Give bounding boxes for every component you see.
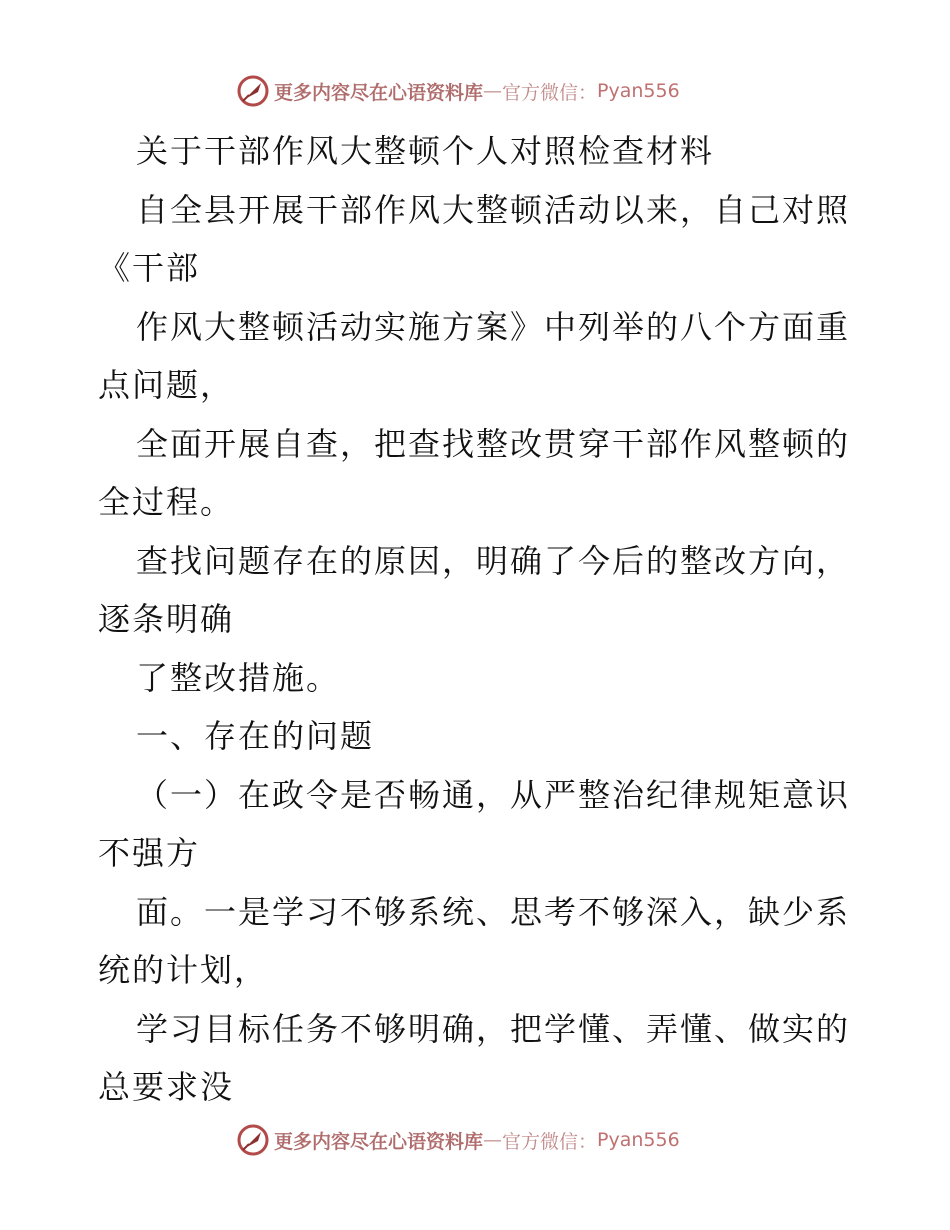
document-body xyxy=(98,122,853,1117)
text-line: 逐条明确 xyxy=(98,600,235,638)
watermark-separator: — xyxy=(483,80,503,102)
text-line: 点问题， xyxy=(98,366,235,404)
section-heading: 一、存在的问题 xyxy=(136,717,375,755)
watermark-wechat-id: Pyan556 xyxy=(597,1129,680,1151)
text-line: 不强方 xyxy=(98,834,201,872)
text-line: 全过程。 xyxy=(98,483,235,521)
watermark-separator: — xyxy=(483,1129,503,1151)
text-line: 统的计划， xyxy=(98,951,269,989)
text-line: 了整改措施。 xyxy=(136,658,341,697)
quill-circle-logo-icon xyxy=(236,74,270,108)
watermark-brand: 更多内容尽在心语资料库 xyxy=(274,1130,484,1153)
watermark-wechat-id: Pyan556 xyxy=(597,80,680,102)
text-line: 自全县开展干部作风大整顿活动以来，自己对照 xyxy=(136,190,851,229)
document-title: 关于干部作风大整顿个人对照检查材料 xyxy=(136,132,715,170)
text-line: 学习目标任务不够明确，把学懂、弄懂、做实的 xyxy=(136,1009,851,1048)
text-line: 全面开展自查，把查找整改贯穿干部作风整顿的 xyxy=(136,424,851,463)
text-line: 查找问题存在的原因，明确了今后的整改方向， xyxy=(136,541,851,580)
text-line: 《干部 xyxy=(98,249,201,287)
watermark-label: 官方微信： xyxy=(502,1130,598,1153)
watermark-brand: 更多内容尽在心语资料库 xyxy=(274,81,484,104)
watermark-footer xyxy=(236,1122,680,1158)
text-line: （一）在政令是否畅通，从严整治纪律规矩意识 xyxy=(136,775,851,814)
text-line: 作风大整顿活动实施方案》中列举的八个方面重 xyxy=(136,307,851,346)
watermark-label: 官方微信： xyxy=(502,81,598,104)
text-line: 总要求没 xyxy=(98,1068,235,1106)
text-line: 面。一是学习不够系统、思考不够深入，缺少系 xyxy=(136,892,851,931)
quill-circle-logo-icon xyxy=(236,1123,270,1157)
watermark-header xyxy=(236,73,680,109)
